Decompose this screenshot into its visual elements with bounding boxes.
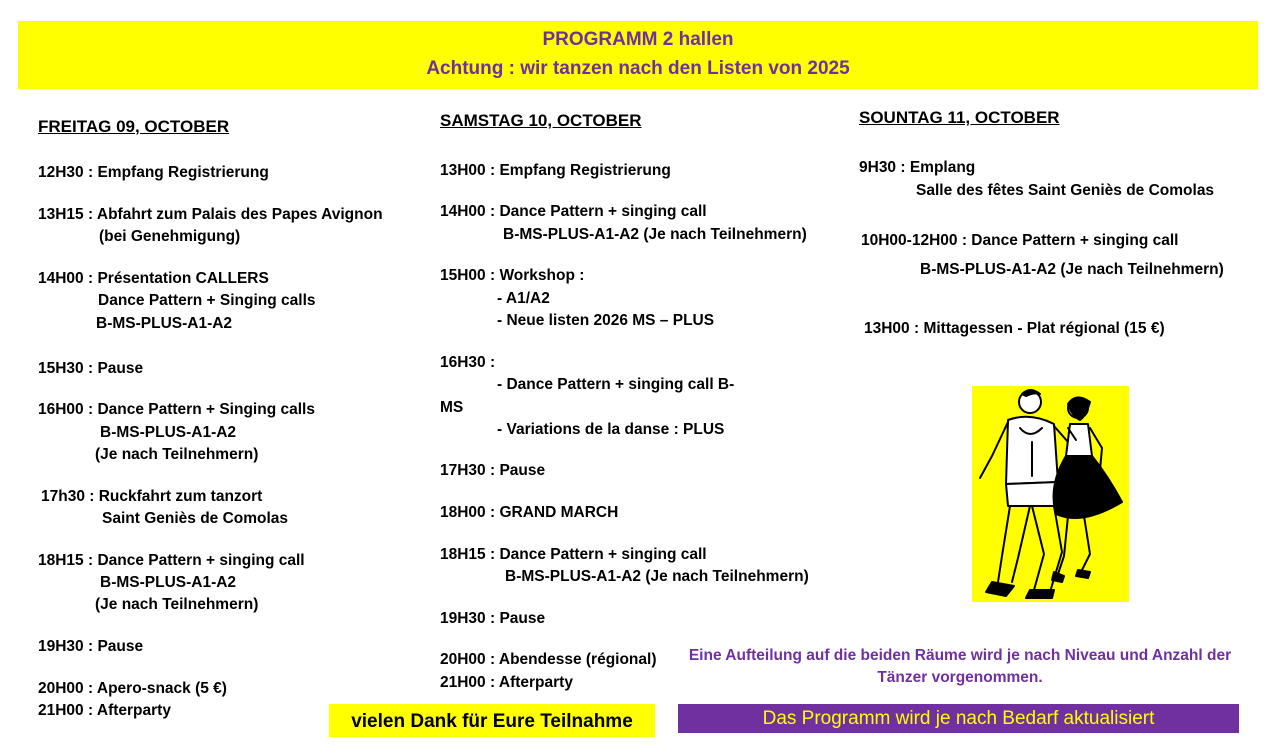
saturday-line: 14H00 : Dance Pattern + singing call bbox=[440, 203, 707, 220]
sunday-line: Salle des fêtes Saint Geniès de Comolas bbox=[916, 182, 1215, 199]
sunday-line: 13H00 : Mittagessen - Plat régional (15 €) bbox=[864, 320, 1165, 337]
friday-line: 15H30 : Pause bbox=[38, 360, 144, 377]
friday-line: Dance Pattern + Singing calls bbox=[98, 292, 316, 309]
saturday-line: 18H15 : Dance Pattern + singing call bbox=[440, 546, 707, 563]
friday-line: 20H00 : Apero-snack (5 €) bbox=[38, 680, 227, 697]
friday-line: 12H30 : Empfang Registrierung bbox=[38, 164, 269, 181]
friday-line: 17h30 : Ruckfahrt zum tanzort bbox=[41, 488, 263, 505]
program-title: PROGRAMM 2 hallen bbox=[542, 29, 734, 50]
friday-line: (Je nach Teilnehmern) bbox=[95, 596, 259, 613]
sunday-line: B-MS-PLUS-A1-A2 (Je nach Teilnehmern) bbox=[920, 261, 1224, 278]
friday-line: Saint Geniès de Comolas bbox=[102, 510, 289, 527]
friday-line: 19H30 : Pause bbox=[38, 638, 144, 655]
saturday-line: - Neue listen 2026 MS – PLUS bbox=[497, 312, 715, 329]
friday-line: 18H15 : Dance Pattern + singing call bbox=[38, 552, 305, 569]
saturday-line: 21H00 : Afterparty bbox=[440, 674, 573, 691]
sunday-line: 10H00-12H00 : Dance Pattern + singing call bbox=[861, 232, 1179, 249]
saturday-line: 18H00 : GRAND MARCH bbox=[440, 504, 619, 521]
friday-line: 21H00 : Afterparty bbox=[38, 702, 171, 719]
friday-line: 14H00 : Présentation CALLERS bbox=[38, 270, 269, 287]
saturday-line: 20H00 : Abendesse (régional) bbox=[440, 651, 657, 668]
saturday-line: - Dance Pattern + singing call B- bbox=[497, 376, 735, 393]
saturday-line: 16H30 : bbox=[440, 354, 496, 371]
friday-line: 16H00 : Dance Pattern + Singing calls bbox=[38, 401, 315, 418]
saturday-line: - Variations de la danse : PLUS bbox=[497, 421, 725, 438]
saturday-line: 15H00 : Workshop : bbox=[440, 267, 585, 284]
saturday-line: 17H30 : Pause bbox=[440, 462, 546, 479]
friday-line: B-MS-PLUS-A1-A2 bbox=[96, 315, 233, 332]
saturday-line: - A1/A2 bbox=[497, 290, 550, 307]
program-subtitle: Achtung : wir tanzen nach den Listen von 2025 bbox=[426, 58, 850, 79]
saturday-line: 13H00 : Empfang Registrierung bbox=[440, 162, 671, 179]
thanks-banner: vielen Dank für Eure Teilnahme bbox=[329, 704, 655, 737]
friday-line: (bei Genehmigung) bbox=[99, 228, 241, 245]
sunday-line: 9H30 : Emplang bbox=[859, 159, 976, 176]
saturday-line: 19H30 : Pause bbox=[440, 610, 546, 627]
saturday-line: B-MS-PLUS-A1-A2 (Je nach Teilnehmern) bbox=[505, 568, 809, 585]
room-split-note: Eine Aufteilung auf die beiden Räume wird je nach Niveau und Anzahl der Tänzer vorgenommen. bbox=[688, 647, 1232, 686]
saturday-header: SAMSTAG 10, OCTOBER bbox=[440, 111, 642, 130]
friday-line: B-MS-PLUS-A1-A2 bbox=[100, 424, 237, 441]
friday-line: 13H15 : Abfahrt zum Palais des Papes Avignon bbox=[38, 206, 383, 223]
update-notice-banner: Das Programm wird je nach Bedarf aktualisiert bbox=[678, 704, 1239, 733]
sunday-header: SOUNTAG 11, OCTOBER bbox=[859, 108, 1060, 127]
friday-header: FREITAG 09, OCTOBER bbox=[38, 117, 230, 136]
friday-line: B-MS-PLUS-A1-A2 bbox=[100, 574, 237, 591]
saturday-line: B-MS-PLUS-A1-A2 (Je nach Teilnehmern) bbox=[503, 226, 807, 243]
saturday-line: MS bbox=[440, 399, 464, 416]
friday-line: (Je nach Teilnehmern) bbox=[95, 446, 259, 463]
program-banner bbox=[18, 21, 1258, 89]
retro-dancing-couple-icon bbox=[972, 386, 1129, 602]
